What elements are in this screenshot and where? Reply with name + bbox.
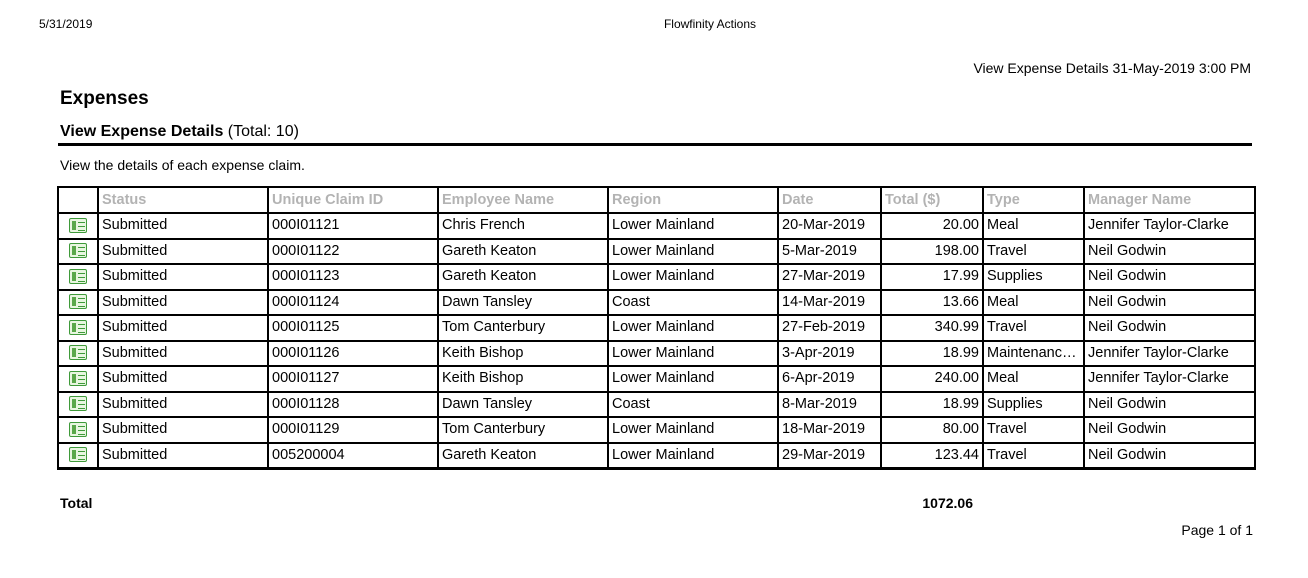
cell-manager: Neil Godwin <box>1084 290 1255 316</box>
heading-rule <box>58 143 1252 146</box>
cell-type: Meal <box>983 213 1084 239</box>
view-description: View the details of each expense claim. <box>60 157 305 173</box>
cell-total: 340.99 <box>881 315 983 341</box>
col-header-type[interactable]: Type <box>983 187 1084 213</box>
table-row[interactable] <box>58 443 1255 469</box>
cell-total: 80.00 <box>881 417 983 443</box>
cell-type: Travel <box>983 315 1084 341</box>
table-row[interactable] <box>58 366 1255 392</box>
cell-type: Travel <box>983 417 1084 443</box>
cell-region: Lower Mainland <box>608 417 778 443</box>
cell-claim-id: 005200004 <box>268 443 438 469</box>
table-row[interactable] <box>58 264 1255 290</box>
cell-employee: Gareth Keaton <box>438 443 608 469</box>
app-title: Flowfinity Actions <box>663 17 757 31</box>
cell-region: Lower Mainland <box>608 264 778 290</box>
cell-region: Lower Mainland <box>608 443 778 469</box>
record-icon[interactable] <box>69 371 87 386</box>
cell-total: 17.99 <box>881 264 983 290</box>
cell-region: Lower Mainland <box>608 239 778 265</box>
total-value: 1072.06 <box>922 495 973 511</box>
cell-claim-id: 000I01128 <box>268 392 438 418</box>
cell-total: 123.44 <box>881 443 983 469</box>
cell-manager: Neil Godwin <box>1084 315 1255 341</box>
cell-claim-id: 000I01125 <box>268 315 438 341</box>
table-header-row <box>58 187 1255 213</box>
view-name: View Expense Details <box>60 123 224 140</box>
table-row[interactable] <box>58 213 1255 239</box>
cell-status: Submitted <box>98 264 268 290</box>
cell-status: Submitted <box>98 417 268 443</box>
cell-status: Submitted <box>98 213 268 239</box>
cell-date: 27-Mar-2019 <box>778 264 881 290</box>
record-icon[interactable] <box>69 294 87 309</box>
record-icon[interactable] <box>69 422 87 437</box>
table-row[interactable] <box>58 239 1255 265</box>
record-icon[interactable] <box>69 218 87 233</box>
cell-claim-id: 000I01124 <box>268 290 438 316</box>
cell-total: 198.00 <box>881 239 983 265</box>
cell-region: Lower Mainland <box>608 366 778 392</box>
page-number: Page 1 of 1 <box>1181 522 1253 538</box>
cell-employee: Tom Canterbury <box>438 315 608 341</box>
cell-region: Coast <box>608 392 778 418</box>
total-label: Total <box>60 495 93 511</box>
cell-employee: Keith Bishop <box>438 341 608 367</box>
cell-date: 20-Mar-2019 <box>778 213 881 239</box>
cell-type: Meal <box>983 290 1084 316</box>
expense-table <box>57 186 1256 470</box>
cell-date: 6-Apr-2019 <box>778 366 881 392</box>
cell-total: 18.99 <box>881 392 983 418</box>
cell-date: 8-Mar-2019 <box>778 392 881 418</box>
cell-claim-id: 000I01129 <box>268 417 438 443</box>
col-header-status[interactable]: Status <box>98 187 268 213</box>
cell-employee: Gareth Keaton <box>438 264 608 290</box>
cell-manager: Neil Godwin <box>1084 417 1255 443</box>
cell-total: 240.00 <box>881 366 983 392</box>
cell-date: 14-Mar-2019 <box>778 290 881 316</box>
section-title: Expenses <box>60 88 149 109</box>
cell-manager: Neil Godwin <box>1084 239 1255 265</box>
table-row[interactable] <box>58 417 1255 443</box>
cell-manager: Neil Godwin <box>1084 443 1255 469</box>
cell-type: Supplies <box>983 392 1084 418</box>
cell-status: Submitted <box>98 290 268 316</box>
col-header-date[interactable]: Date <box>778 187 881 213</box>
record-icon[interactable] <box>69 269 87 284</box>
cell-employee: Tom Canterbury <box>438 417 608 443</box>
table-row[interactable] <box>58 315 1255 341</box>
cell-total: 20.00 <box>881 213 983 239</box>
cell-status: Submitted <box>98 443 268 469</box>
cell-region: Lower Mainland <box>608 341 778 367</box>
cell-date: 5-Mar-2019 <box>778 239 881 265</box>
record-icon[interactable] <box>69 243 87 258</box>
view-heading <box>60 123 299 141</box>
cell-claim-id: 000I01122 <box>268 239 438 265</box>
cell-employee: Dawn Tansley <box>438 290 608 316</box>
print-date: 5/31/2019 <box>39 17 93 31</box>
table-row[interactable] <box>58 290 1255 316</box>
cell-manager: Neil Godwin <box>1084 392 1255 418</box>
cell-claim-id: 000I01121 <box>268 213 438 239</box>
cell-status: Submitted <box>98 341 268 367</box>
table-row[interactable] <box>58 341 1255 367</box>
record-icon[interactable] <box>69 345 87 360</box>
cell-status: Submitted <box>98 392 268 418</box>
cell-type: Maintenanc… <box>983 341 1084 367</box>
cell-region: Lower Mainland <box>608 315 778 341</box>
record-icon[interactable] <box>69 447 87 462</box>
cell-employee: Gareth Keaton <box>438 239 608 265</box>
table-row[interactable] <box>58 392 1255 418</box>
total-count: (Total: 10) <box>223 123 299 140</box>
cell-employee: Keith Bishop <box>438 366 608 392</box>
cell-date: 27-Feb-2019 <box>778 315 881 341</box>
view-stamp: View Expense Details 31-May-2019 3:00 PM <box>973 60 1251 76</box>
cell-status: Submitted <box>98 315 268 341</box>
cell-manager: Jennifer Taylor-Clarke <box>1084 213 1255 239</box>
cell-total: 18.99 <box>881 341 983 367</box>
cell-date: 3-Apr-2019 <box>778 341 881 367</box>
record-icon[interactable] <box>69 320 87 335</box>
col-header-icon <box>58 187 98 213</box>
cell-region: Coast <box>608 290 778 316</box>
cell-status: Submitted <box>98 239 268 265</box>
cell-status: Submitted <box>98 366 268 392</box>
cell-region: Lower Mainland <box>608 213 778 239</box>
cell-manager: Jennifer Taylor-Clarke <box>1084 341 1255 367</box>
cell-type: Meal <box>983 366 1084 392</box>
cell-employee: Dawn Tansley <box>438 392 608 418</box>
col-header-employee[interactable]: Employee Name <box>438 187 608 213</box>
cell-type: Supplies <box>983 264 1084 290</box>
cell-type: Travel <box>983 239 1084 265</box>
col-header-total[interactable]: Total ($) <box>881 187 983 213</box>
record-icon[interactable] <box>69 396 87 411</box>
cell-claim-id: 000I01123 <box>268 264 438 290</box>
col-header-claim-id[interactable]: Unique Claim ID <box>268 187 438 213</box>
cell-type: Travel <box>983 443 1084 469</box>
cell-employee: Chris French <box>438 213 608 239</box>
cell-date: 18-Mar-2019 <box>778 417 881 443</box>
cell-total: 13.66 <box>881 290 983 316</box>
cell-manager: Jennifer Taylor-Clarke <box>1084 366 1255 392</box>
cell-claim-id: 000I01126 <box>268 341 438 367</box>
cell-date: 29-Mar-2019 <box>778 443 881 469</box>
col-header-region[interactable]: Region <box>608 187 778 213</box>
cell-claim-id: 000I01127 <box>268 366 438 392</box>
cell-manager: Neil Godwin <box>1084 264 1255 290</box>
col-header-manager[interactable]: Manager Name <box>1084 187 1255 213</box>
